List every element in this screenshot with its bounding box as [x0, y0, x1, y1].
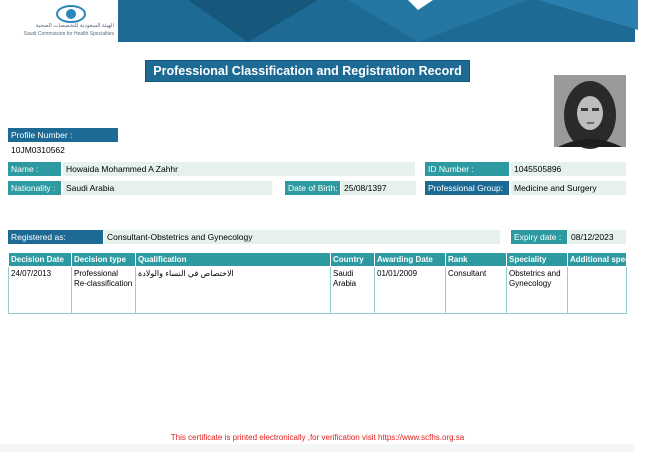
- registered-as-label: Registered as:: [8, 230, 103, 244]
- verification-footer: This certificate is printed electronically ,for verification visit https://www.scfhs.org.sa: [170, 433, 465, 442]
- table-header-row: [9, 253, 627, 267]
- profile-photo: [554, 75, 626, 147]
- id-number-label: ID Number :: [425, 162, 509, 176]
- header-wave-decoration: [118, 0, 638, 42]
- cell-awarding-date: 01/01/2009: [375, 267, 446, 314]
- name-value: Howaida Mohammed A Zahhr: [63, 162, 415, 176]
- portrait-icon: [554, 75, 626, 147]
- cell-decision-type: Professional Re-classification: [72, 267, 136, 314]
- col-additional-speciality: Additional speciality: [568, 253, 627, 267]
- name-label: Name :: [8, 162, 61, 176]
- nationality-value: Saudi Arabia: [63, 181, 272, 195]
- expiry-date-value: 08/12/2023: [568, 230, 626, 244]
- id-number-value: 1045505896: [511, 162, 626, 176]
- professional-group-value: Medicine and Surgery: [511, 181, 626, 195]
- cell-decision-date: 24/07/2013: [9, 267, 72, 314]
- col-decision-date: Decision Date: [9, 253, 72, 267]
- cell-speciality: Obstetrics and Gynecology: [507, 267, 568, 314]
- profile-number-label: Profile Number :: [8, 128, 118, 142]
- logo: [0, 0, 118, 42]
- logo-english-text: Saudi Commission for Health Specialties: [23, 31, 114, 37]
- cell-qualification: الاختصاص في النساء والولادة: [136, 267, 331, 314]
- expiry-date-label: Expiry date :: [511, 230, 567, 244]
- bottom-strip: [0, 444, 635, 452]
- profile-number-value: 10JM0310562: [11, 145, 65, 155]
- dob-label: Date of Birth:: [285, 181, 340, 195]
- page-title: Professional Classification and Registration Record: [145, 60, 470, 82]
- col-awarding-date: Awarding Date: [375, 253, 446, 267]
- nationality-label: Nationality :: [8, 181, 61, 195]
- col-country: Country: [331, 253, 375, 267]
- cell-rank: Consultant: [446, 267, 507, 314]
- col-speciality: Speciality: [507, 253, 568, 267]
- registered-as-value: Consultant-Obstetrics and Gynecology: [104, 230, 500, 244]
- scfhs-logo-icon: [56, 5, 86, 23]
- logo-arabic-text: الهيئة السعودية للتخصصات الصحية: [35, 23, 114, 29]
- table-row: [9, 267, 627, 314]
- col-decision-type: Decision type: [72, 253, 136, 267]
- col-qualification: Qualification: [136, 253, 331, 267]
- dob-value: 25/08/1397: [341, 181, 416, 195]
- cell-country: Saudi Arabia: [331, 267, 375, 314]
- decisions-table: [8, 252, 648, 314]
- col-rank: Rank: [446, 253, 507, 267]
- professional-group-label: Professional Group:: [425, 181, 509, 195]
- cell-additional-speciality: [568, 267, 627, 314]
